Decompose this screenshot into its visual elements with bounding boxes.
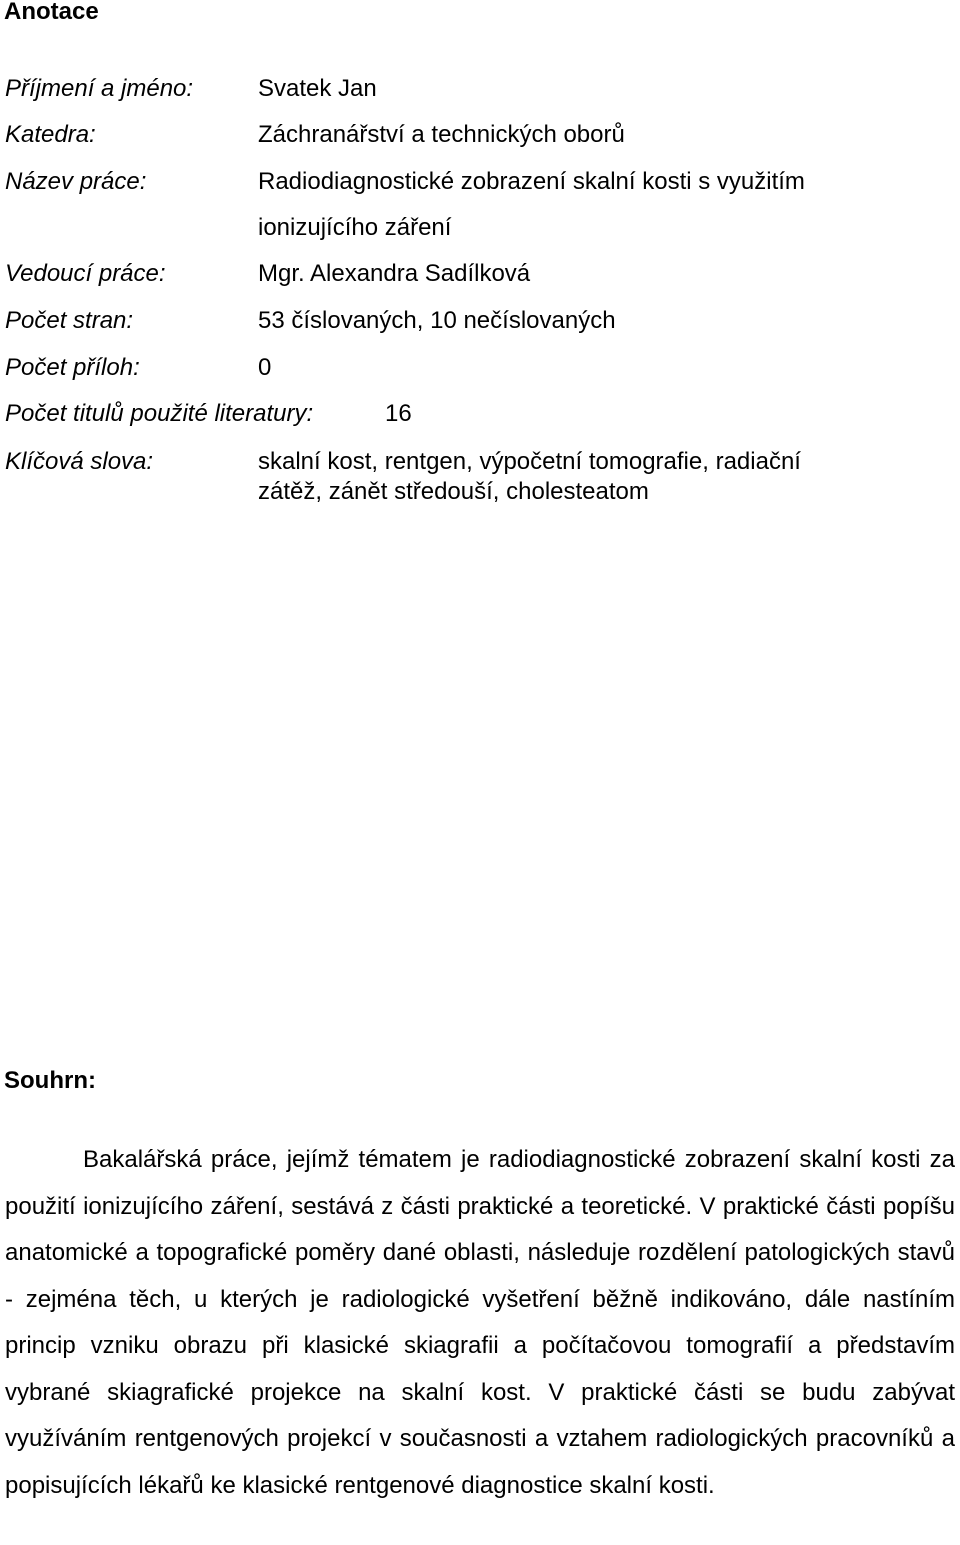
page-heading: Anotace	[4, 0, 99, 25]
department-label: Katedra:	[5, 121, 96, 148]
keywords-value-line1: skalní kost, rentgen, výpočetní tomografie, radiační	[258, 448, 801, 475]
references-label: Počet titulů použité literatury:	[5, 400, 314, 427]
summary-text: Bakalářská práce, jejímž tématem je radiodiagnostické zobrazení skalní kosti za použití ionizujícího záření, sestává z části praktické a teoretické. V praktické části popíšu anatomické a topografické poměry dané oblasti, následuje rozdělení patologických stavů - zejména těch, u kterých je radiologické vyšetření běžně indikováno, dále nastíním princip vzniku obrazu při klasické skiagrafii a počítačovou tomografií a představím vybrané skiagrafické projekce na skalní kost. V praktické části se budu zabývat využíváním rentgenových projekcí v současnosti a vztahem radiologických pracovníků a popisujících lékařů ke klasické rentgenové diagnostice skalní kosti.	[5, 1146, 955, 1499]
references-value: 16	[385, 400, 412, 427]
attachments-label: Počet příloh:	[5, 354, 140, 381]
title-label: Název práce:	[5, 168, 147, 195]
name-label: Příjmení a jméno:	[5, 75, 194, 102]
supervisor-value: Mgr. Alexandra Sadílková	[258, 260, 531, 287]
summary-heading: Souhrn:	[4, 1067, 96, 1094]
pages-value: 53 číslovaných, 10 nečíslovaných	[258, 307, 616, 334]
attachments-value: 0	[258, 354, 272, 381]
pages-label: Počet stran:	[5, 307, 134, 334]
name-value: Svatek Jan	[258, 75, 377, 102]
supervisor-label: Vedoucí práce:	[5, 260, 166, 287]
keywords-value-line2: zátěž, zánět středouší, cholesteatom	[258, 478, 649, 505]
title-value-line2: ionizujícího záření	[258, 214, 452, 241]
title-value-line1: Radiodiagnostické zobrazení skalní kosti s využitím	[258, 168, 805, 195]
department-value: Záchranářství a technických oborů	[258, 121, 625, 148]
keywords-label: Klíčová slova:	[5, 448, 154, 475]
